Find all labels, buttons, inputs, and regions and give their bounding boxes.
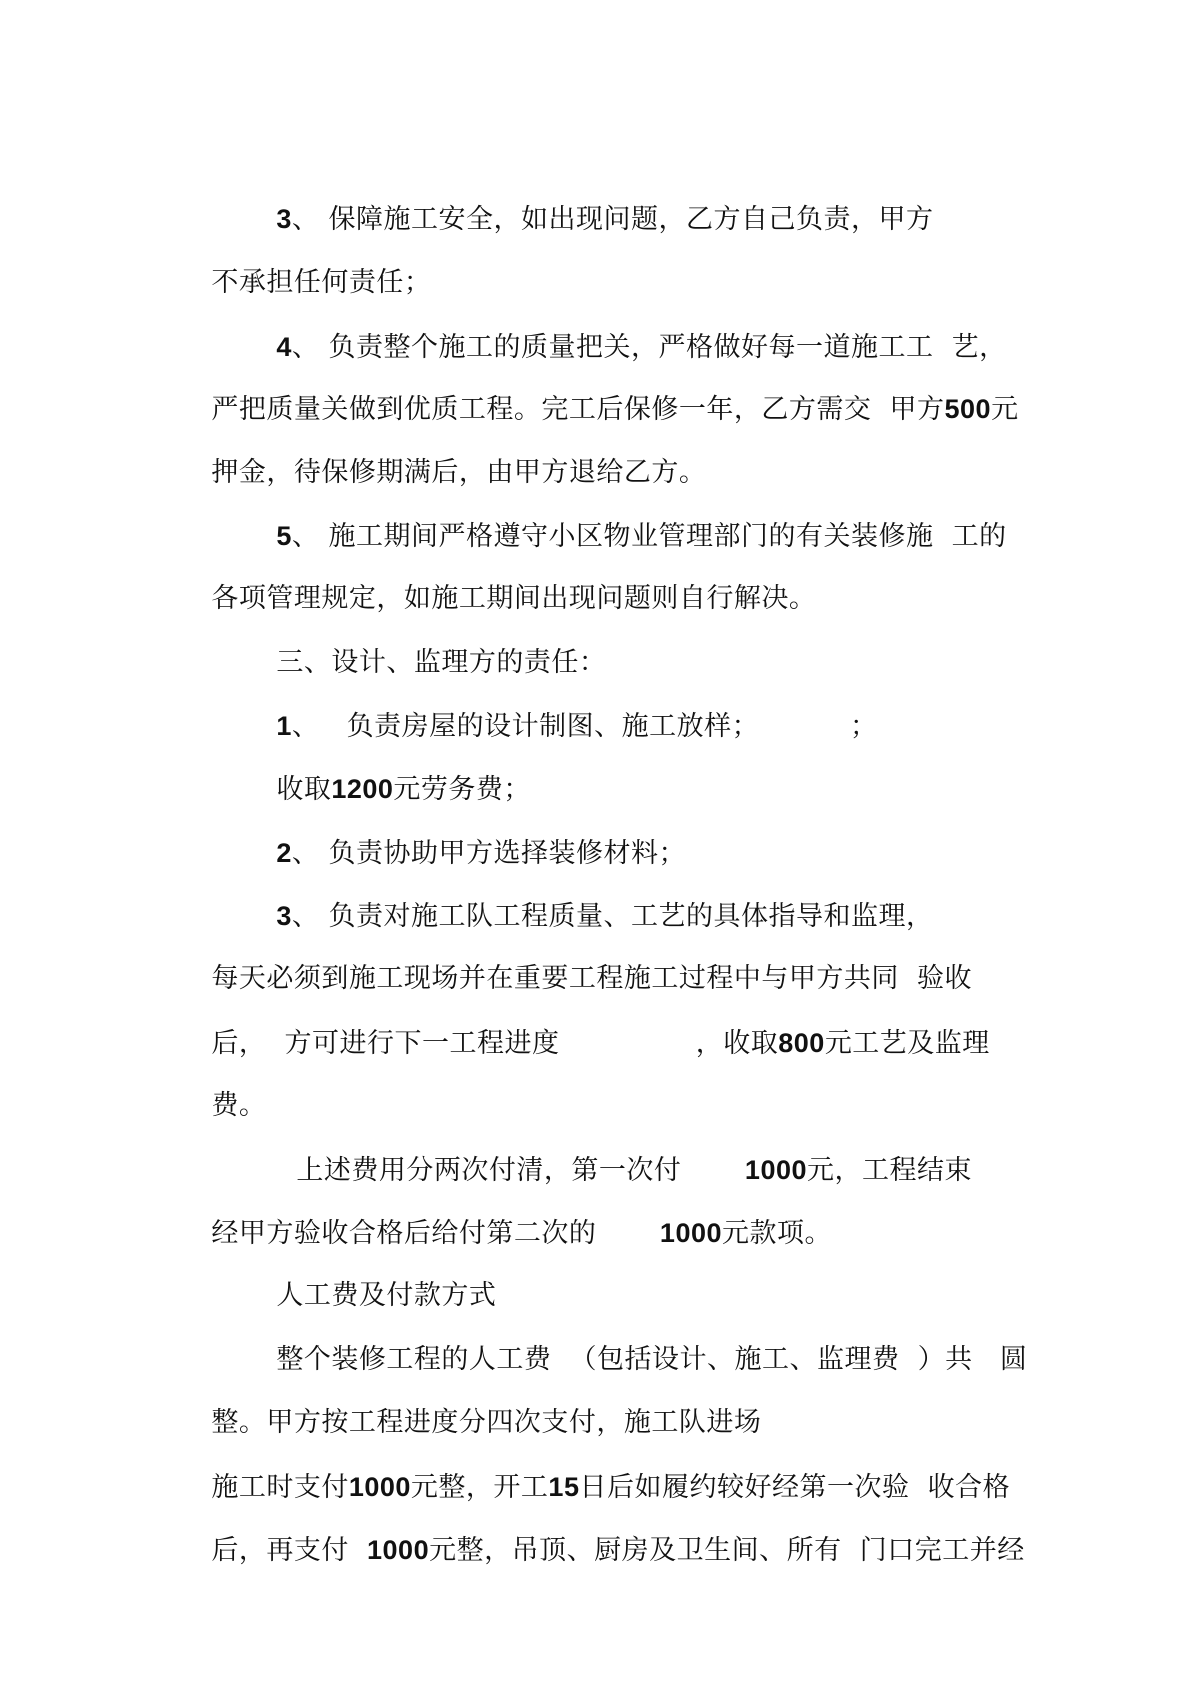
item-number: 3: [276, 901, 292, 931]
item-number: 1: [276, 711, 292, 741]
line-text: 、 负责房屋的设计制图、施工放样； ；: [291, 711, 878, 742]
amount: 1000: [367, 1535, 430, 1565]
line-text: 施工时支付: [211, 1472, 349, 1503]
text-line: [175, 1499, 1025, 1602]
line-text: 元劳务费；: [393, 774, 531, 805]
line-text: 元整，吊顶、厨房及卫生间、所有 门口完工并经: [429, 1535, 1025, 1566]
amount: 1000: [744, 1155, 807, 1185]
line-text: 元款项。: [722, 1218, 832, 1249]
amount: 15: [548, 1472, 580, 1502]
line-text: 元: [991, 394, 1019, 425]
amount: 500: [944, 394, 992, 424]
amount: 1000: [659, 1218, 722, 1248]
line-text: 、 负责整个施工的质量把关，严格做好每一道施工工 艺，: [291, 332, 1007, 363]
item-number: 2: [276, 838, 292, 868]
line-text: 、 保障施工安全，如出现问题，乙方自己负责，甲方: [291, 204, 934, 235]
amount: 800: [778, 1028, 825, 1058]
line-text: 严把质量关做到优质工程。完工后保修一年，乙方需交 甲方: [211, 394, 945, 425]
line-text: 、 负责协助甲方选择装修材料；: [291, 838, 686, 869]
line-text: 、 施工期间严格遵守小区物业管理部门的有关装修施 工的: [291, 521, 1007, 552]
line-text: 整。甲方按工程进度分四次支付，施工队进场: [211, 1407, 762, 1438]
line-text: 每天必须到施工现场并在重要工程施工过程中与甲方共同 验收: [211, 963, 973, 994]
amount: 1200: [331, 774, 394, 804]
item-number: 5: [276, 521, 292, 551]
text-line: [175, 992, 990, 1095]
line-text: 元整，开工: [410, 1472, 549, 1503]
line-text: 押金，待保修期满后，由甲方退给乙方。: [211, 457, 707, 488]
line-text: 不承担任何责任；: [211, 267, 432, 298]
line-text: 各项管理规定，如施工期间出现问题则自行解决。: [211, 583, 817, 614]
line-text: 整个装修工程的人工费 （包括设计、施工、监理费 ）共 圆: [276, 1344, 1028, 1375]
line-text: 元工艺及监理: [824, 1028, 990, 1059]
line-text: 费。: [211, 1090, 267, 1121]
line-text: 经甲方验收合格后给付第二次的: [211, 1218, 660, 1249]
line-text: 三、设计、监理方的责任：: [276, 647, 607, 678]
line-text: 收取: [276, 774, 332, 805]
item-number: 3: [276, 204, 292, 234]
line-text: 日后如履约较好经第一次验 收合格: [579, 1472, 1011, 1503]
line-text: 人工费及付款方式: [276, 1280, 497, 1311]
line-text: 元，工程结束: [807, 1155, 972, 1186]
line-text: 后， 方可进行下一工程进度 ，收取: [211, 1028, 779, 1059]
item-number: 4: [276, 332, 292, 362]
line-text: 上述费用分两次付清，第一次付: [296, 1155, 745, 1186]
line-text: 后，再支付: [211, 1535, 368, 1566]
text-line: [175, 1055, 266, 1157]
line-text: 、 负责对施工队工程质量、工艺的具体指导和监理，: [291, 901, 934, 932]
amount: 1000: [348, 1472, 411, 1502]
